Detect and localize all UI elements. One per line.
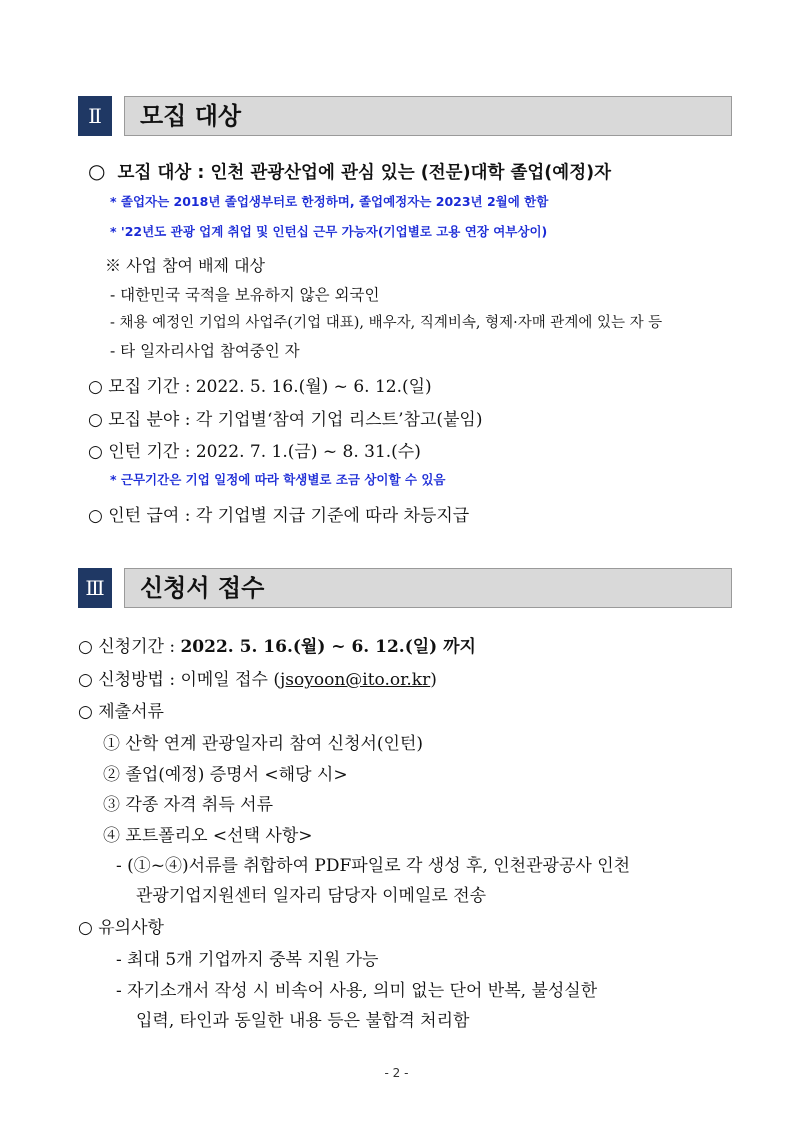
section-2-title: 모집 대상 xyxy=(140,102,242,130)
section-2-number: Ⅱ xyxy=(78,96,112,136)
intern-salary: ○ 인턴 급여 : 각 기업별 지급 기준에 따라 차등지급 xyxy=(88,506,470,526)
intern-period-note: * 근무기간은 기업 일정에 따라 학생별로 조금 상이할 수 있음 xyxy=(110,472,446,487)
apply-period-value: 2022. 5. 16.(월) ~ 6. 12.(일) 까지 xyxy=(180,637,476,657)
docs-note-line-1: - (①~④)서류를 취합하여 PDF파일로 각 생성 후, 인천관광공사 인천 xyxy=(116,856,631,876)
exclusion-item-3: - 타 일자리사업 참여중인 자 xyxy=(110,342,300,360)
caution-item-1: - 최대 5개 기업까지 중복 지원 가능 xyxy=(116,950,379,970)
caution-heading: ○ 유의사항 xyxy=(78,918,164,938)
target-note-1: * 졸업자는 2018년 졸업생부터로 한정하며, 졸업예정자는 2023년 2월에 한함 xyxy=(110,194,549,209)
section-3-title: 신청서 접수 xyxy=(140,574,265,602)
target-main-body: 모집 대상 : 인천 관광산업에 관심 있는 (전문)대학 졸업(예정)자 xyxy=(117,163,611,183)
apply-method-suffix: ) xyxy=(430,670,437,690)
page-number: - 2 - xyxy=(384,1066,409,1080)
target-main-text: ○ xyxy=(88,159,106,183)
apply-period-label: ○ 신청기간 : xyxy=(78,637,181,657)
docs-note-line-2: 관광기업지원센터 일자리 담당자 이메일로 전송 xyxy=(136,886,487,906)
doc-item-4: ④ 포트폴리오 <선택 사항> xyxy=(103,826,313,846)
intern-period: ○ 인턴 기간 : 2022. 7. 1.(금) ~ 8. 31.(수) xyxy=(88,442,421,462)
apply-method-label: ○ 신청방법 : 이메일 접수 ( xyxy=(78,670,281,690)
target-note-2: * '22년도 관광 업계 취업 및 인턴십 근무 가능자(기업별로 고용 연장 여부상이) xyxy=(110,224,548,239)
doc-item-2: ② 졸업(예정) 증명서 <해당 시> xyxy=(103,765,348,785)
recruit-field: ○ 모집 분야 : 각 기업별‘참여 기업 리스트’참고(붙임) xyxy=(88,410,483,430)
caution-item-2-line-2: 입력, 타인과 동일한 내용 등은 불합격 처리함 xyxy=(136,1011,470,1031)
target-main-item xyxy=(88,159,611,184)
recruit-period: ○ 모집 기간 : 2022. 5. 16.(월) ~ 6. 12.(일) xyxy=(88,377,432,397)
doc-item-3: ③ 각종 자격 취득 서류 xyxy=(103,795,273,815)
docs-heading: ○ 제출서류 xyxy=(78,702,164,722)
section-3-number: Ⅲ xyxy=(78,568,112,608)
exclusion-heading: ※ 사업 참여 배제 대상 xyxy=(105,256,265,275)
apply-email-link[interactable]: jsoyoon@ito.or.kr xyxy=(280,670,431,690)
doc-item-1: ① 산학 연계 관광일자리 참여 신청서(인턴) xyxy=(103,734,424,754)
apply-method xyxy=(78,665,437,690)
exclusion-item-2: - 채용 예정인 기업의 사업주(기업 대표), 배우자, 직계비속, 형제·자매 관계에 있는 자 등 xyxy=(110,315,663,331)
apply-period xyxy=(78,632,476,657)
exclusion-item-1: - 대한민국 국적을 보유하지 않은 외국인 xyxy=(110,286,380,304)
caution-item-2-line-1: - 자기소개서 작성 시 비속어 사용, 의미 없는 단어 반복, 불성실한 xyxy=(116,981,598,1001)
